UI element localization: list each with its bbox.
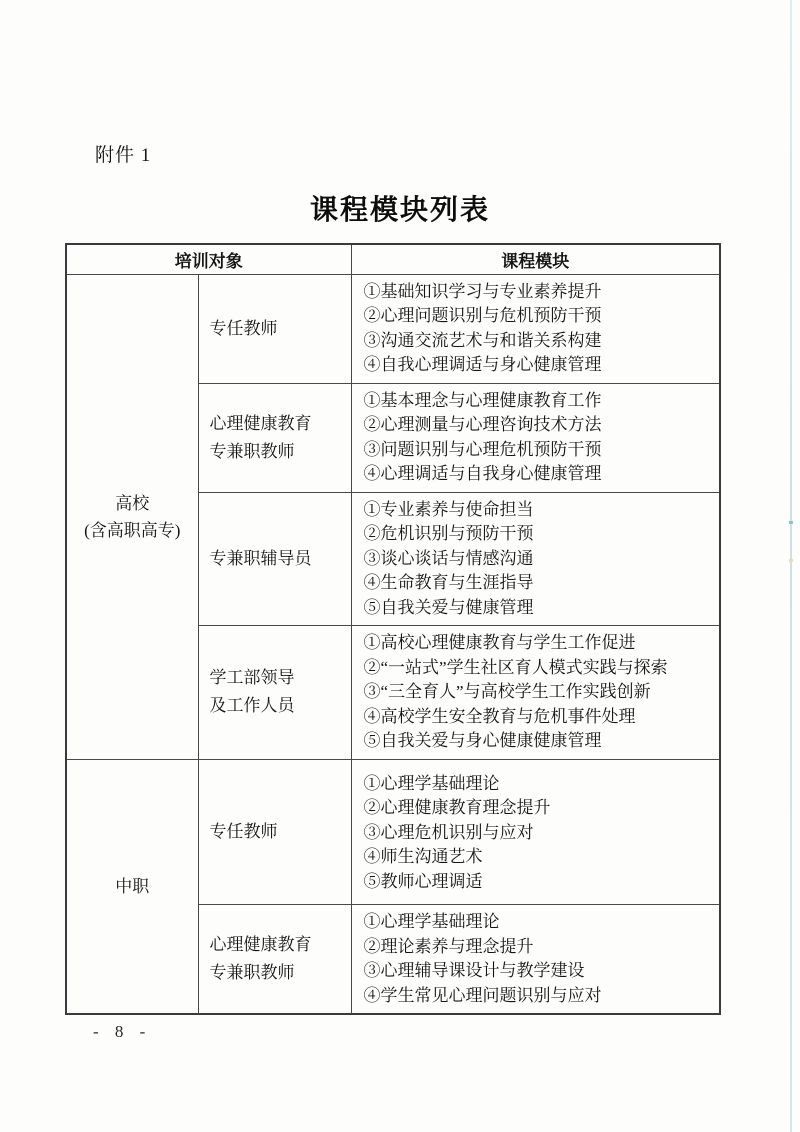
page-title: 课程模块列表: [309, 195, 490, 226]
trainee-role-cell: [198, 626, 351, 760]
group-name-line: (含高职高专): [84, 520, 181, 540]
module-item: ③“三全育人”与高校学生工作实践创新: [363, 682, 651, 701]
trainee-role-cell: [198, 759, 351, 905]
attachment-label: 附件 1: [95, 145, 152, 166]
module-item: ④学生常见心理问题识别与应对: [363, 985, 602, 1005]
page-number: - 8 -: [93, 1022, 152, 1041]
module-item: ①基础知识学习与专业素养提升: [363, 281, 602, 301]
scan-tick-cyan-artifact: [789, 521, 793, 524]
role-line: 学工部领导: [209, 668, 295, 688]
training-target-group-cell: [66, 274, 198, 759]
trainee-role-cell: [198, 383, 351, 492]
group-name-line: 中职: [115, 876, 150, 896]
role-line: 及工作人员: [209, 696, 295, 716]
course-modules-cell: [351, 626, 720, 760]
role-line: 专兼职教师: [209, 441, 295, 461]
module-item: ①专业素养与使命担当: [363, 499, 534, 519]
table-row: [66, 274, 720, 383]
module-item: ②理论素养与理念提升: [363, 936, 534, 956]
module-item: ④高校学生安全教育与危机事件处理: [363, 706, 636, 726]
module-item: ③心理危机识别与应对: [363, 822, 534, 842]
module-item: ⑤教师心理调适: [363, 871, 483, 891]
module-item: ①基本理念与心理健康教育工作: [363, 390, 602, 410]
trainee-role-cell: [198, 274, 351, 383]
module-item: ④师生沟通艺术: [363, 847, 483, 866]
group-name-line: 高校: [115, 493, 150, 513]
course-module-table-container: [65, 243, 719, 1015]
role-line: 心理健康教育: [209, 413, 312, 433]
header-course-module: 课程模块: [351, 244, 720, 274]
module-item: ③心理辅导课设计与教学建设: [363, 961, 585, 980]
module-item: ④生命教育与生涯指导: [363, 573, 534, 592]
module-item: ②危机识别与预防干预: [363, 524, 534, 543]
module-item: ⑤自我关爱与健康管理: [363, 597, 534, 617]
scan-edge-artifact: [790, 0, 792, 1132]
module-item: ①心理学基础理论: [363, 773, 500, 793]
course-modules-cell: [351, 274, 720, 383]
module-item: ②心理测量与心理咨询技术方法: [363, 415, 602, 434]
table-header-row: [66, 244, 720, 274]
module-item: ⑤自我关爱与身心健康健康管理: [363, 731, 602, 750]
scan-tick-yellow-artifact: [789, 559, 793, 562]
trainee-role-cell: [198, 492, 351, 626]
role-line: 心理健康教育: [209, 935, 312, 954]
module-item: ③谈心谈话与情感沟通: [363, 548, 534, 568]
course-modules-cell: [351, 492, 720, 626]
table-row: [66, 759, 720, 905]
course-modules-cell: [351, 905, 720, 1015]
module-item: ④心理调适与自我身心健康管理: [363, 464, 602, 483]
role-line: 专任教师: [209, 318, 278, 338]
course-modules-cell: [351, 383, 720, 492]
module-item: ④自我心理调适与身心健康管理: [363, 355, 602, 374]
role-line: 专兼职教师: [209, 963, 295, 982]
course-module-table: [65, 243, 721, 1015]
module-item: ①高校心理健康教育与学生工作促进: [363, 633, 636, 652]
training-target-group-cell: [66, 759, 198, 1014]
module-item: ②“一站式”学生社区育人模式实践与探索: [363, 657, 668, 677]
module-item: ②心理健康教育理念提升: [363, 798, 551, 817]
header-training-target: 培训对象: [66, 244, 351, 274]
module-item: ②心理问题识别与危机预防干预: [363, 306, 602, 325]
role-line: 专任教师: [209, 821, 278, 841]
trainee-role-cell: [198, 905, 351, 1015]
module-item: ①心理学基础理论: [363, 912, 500, 931]
role-line: 专兼职辅导员: [209, 548, 312, 568]
course-modules-cell: [351, 759, 720, 905]
module-item: ③问题识别与心理危机预防干预: [363, 439, 602, 459]
module-item: ③沟通交流艺术与和谐关系构建: [363, 330, 602, 350]
